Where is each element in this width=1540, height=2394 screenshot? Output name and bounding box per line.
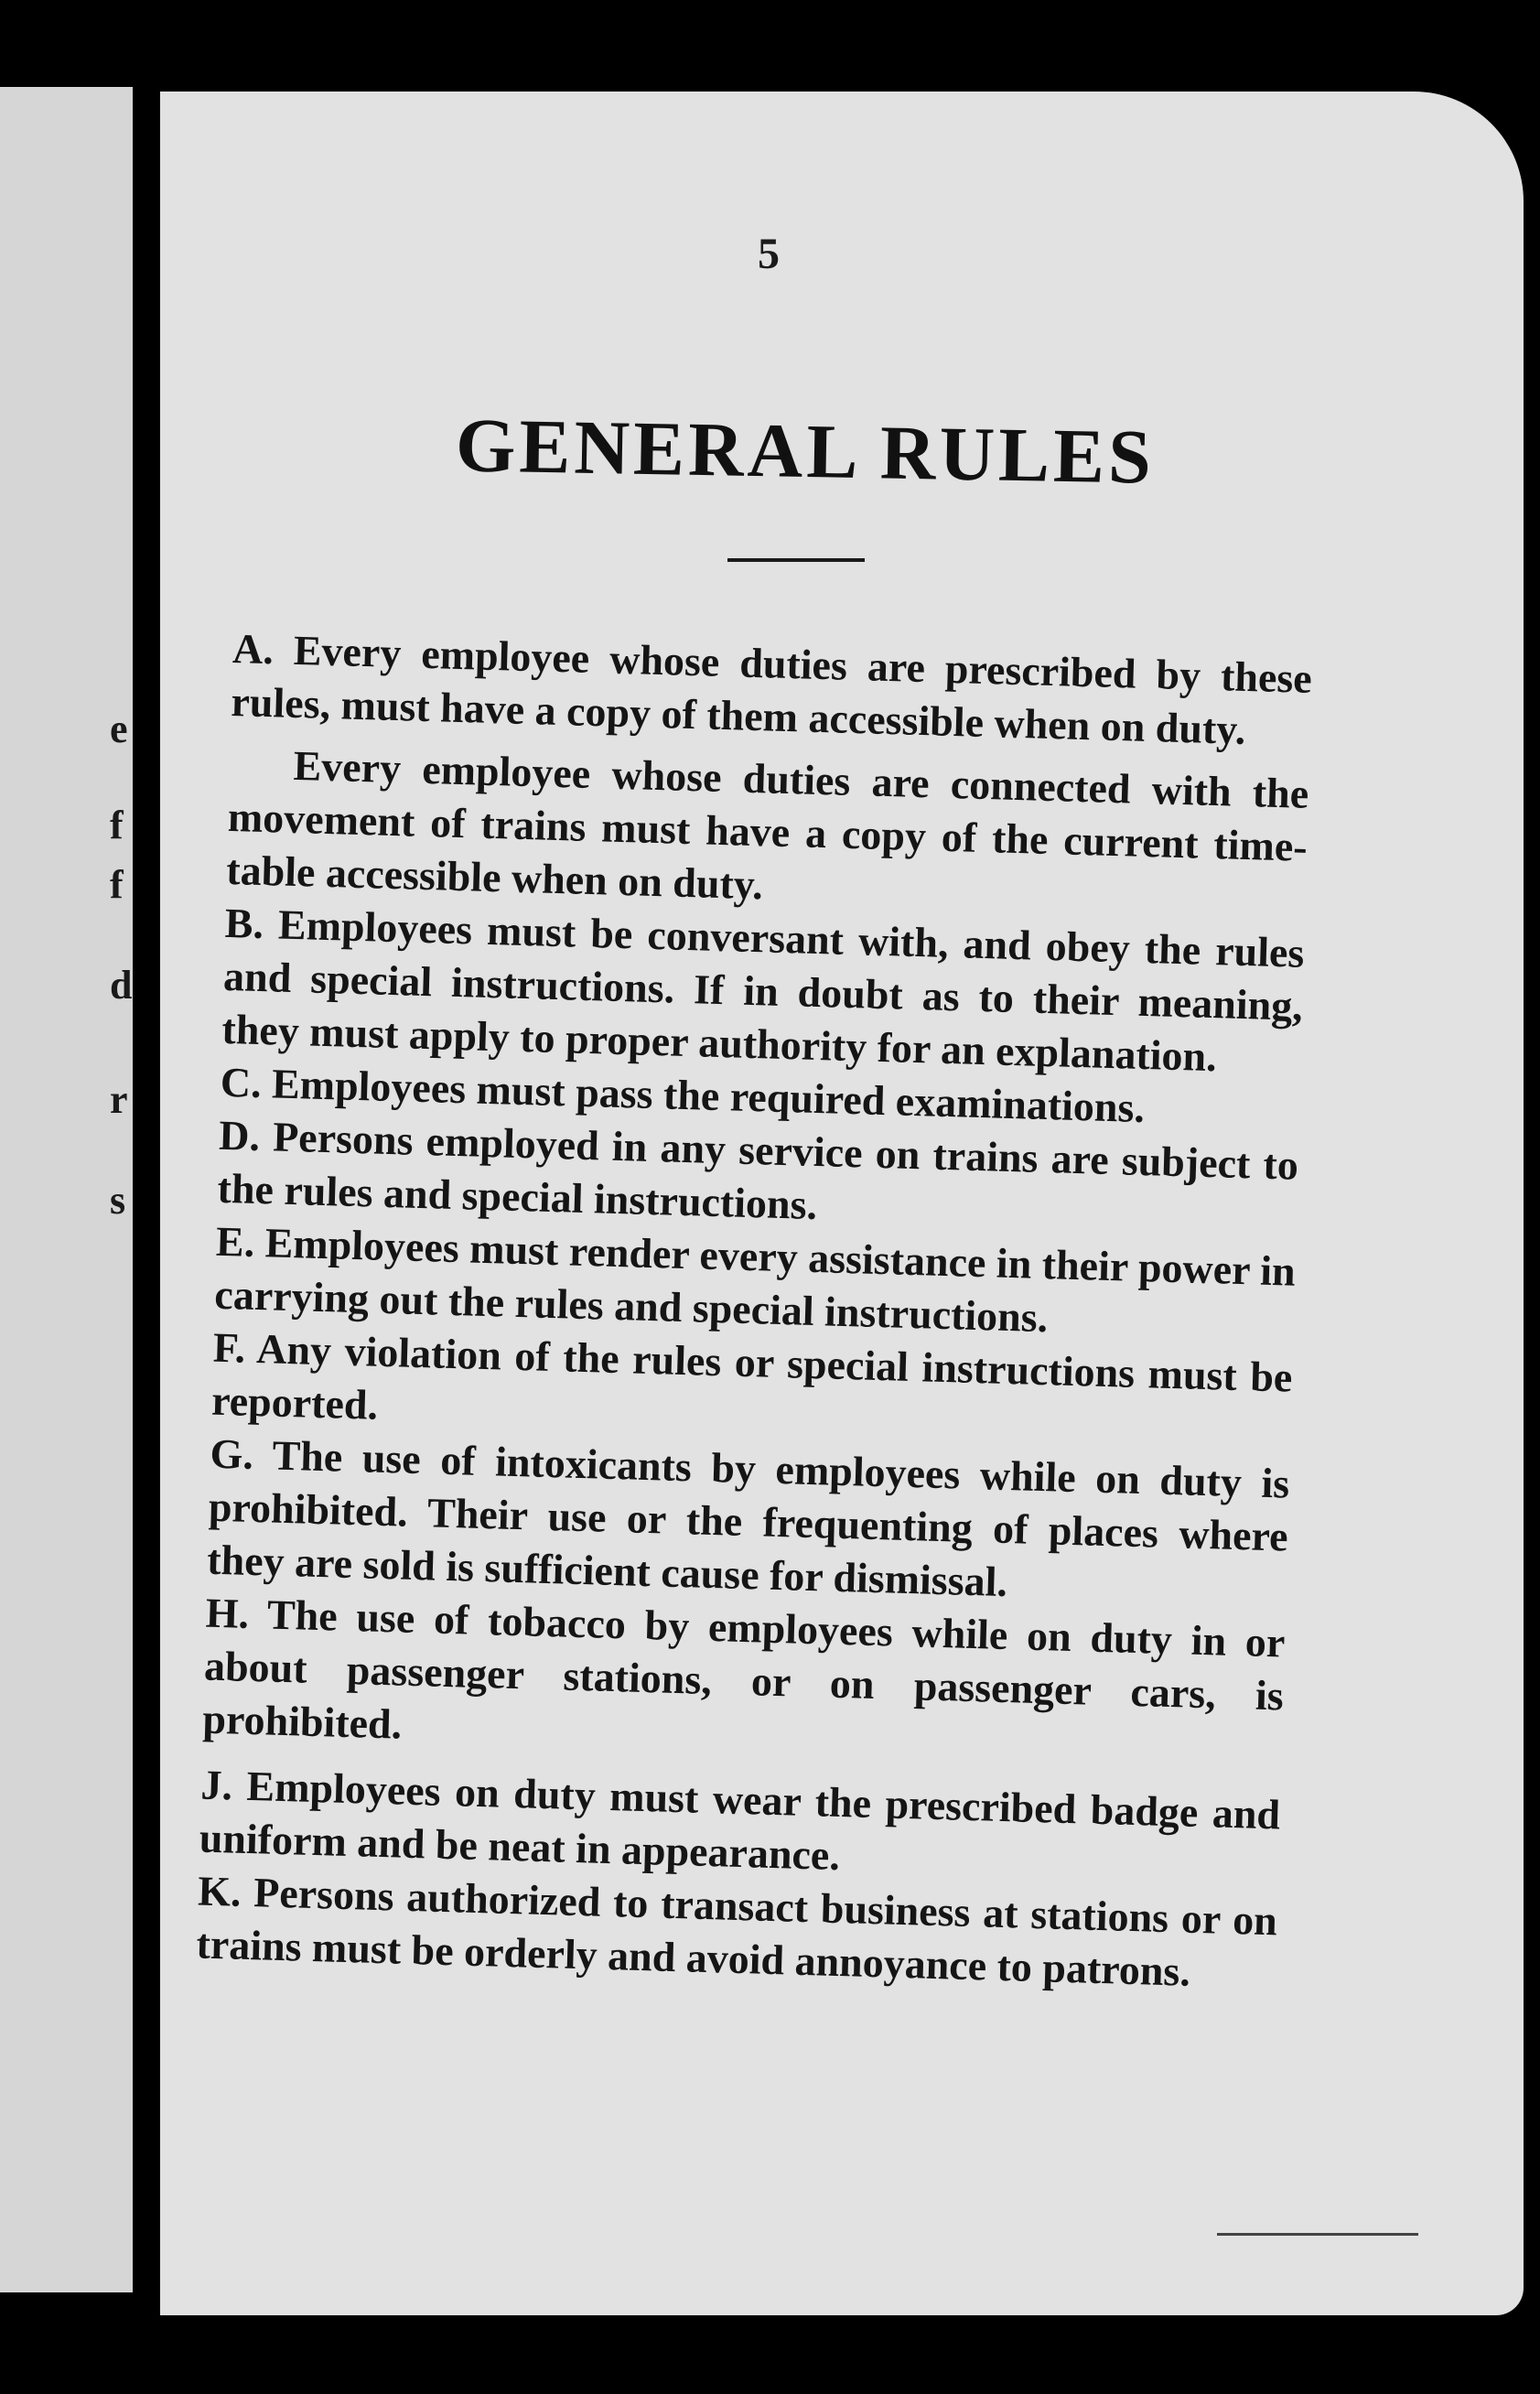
rule-paragraph: H. The use of tobacco by employees while on duty in or about passenger stations, or on passenger cars, is prohibited.: [201, 1589, 1287, 1748]
book-page: [160, 92, 1524, 2315]
rule-paragraph: B. Employees must be conversant with, and obey the rules and special instructions. If in doubt as to their meaning, they must apply to proper authority for an explanation.: [221, 899, 1306, 1081]
page-heading: GENERAL RULES: [455, 403, 1156, 501]
rule-paragraph: A. Every employee whose duties are prescribed by these rules, must have a copy of them accessible when on duty.: [230, 624, 1313, 753]
facing-page-letter: d: [110, 963, 133, 1008]
rule-paragraph: C. Employees must pass the required examinations.: [220, 1058, 1146, 1132]
rules-text: [196, 622, 1313, 2000]
rule-paragraph: D. Persons employed in any service on trains are subject to the rules and special instructions.: [217, 1111, 1299, 1229]
facing-page-letter: s: [110, 1178, 126, 1223]
rule-paragraph: G. The use of intoxicants by employees while on duty is prohibited. Their use or the frequenting of places where they are sold is sufficient cause for dismissal.: [206, 1429, 1290, 1606]
rule-paragraph: E. Employees must render every assistance in their power in carrying out the rules and special instructions.: [213, 1217, 1297, 1342]
facing-page-letter: e: [110, 706, 128, 751]
bottom-rule-mark: [1217, 2233, 1418, 2236]
rule-paragraph: Every employee whose duties are connected with the movement of trains must have a copy of the current time-table accessible when on duty.: [225, 741, 1309, 909]
facing-page-letter: f: [110, 803, 124, 847]
rule-paragraph: F. Any violation of the rules or special instructions must be reported.: [210, 1323, 1294, 1429]
rule-paragraph: J. Employees on duty must wear the prescribed badge and uniform and be neat in appearance.: [199, 1761, 1281, 1880]
heading-divider: [727, 558, 865, 562]
rule-paragraph: K. Persons authorized to transact business at stations or on trains must be orderly and avoid annoyance to patrons.: [195, 1867, 1278, 1995]
facing-page-letter: f: [110, 862, 124, 907]
page-number: 5: [758, 230, 780, 278]
facing-page-letter: r: [110, 1077, 128, 1122]
book-binding: [133, 73, 160, 2315]
facing-page-edge: [0, 87, 133, 2292]
